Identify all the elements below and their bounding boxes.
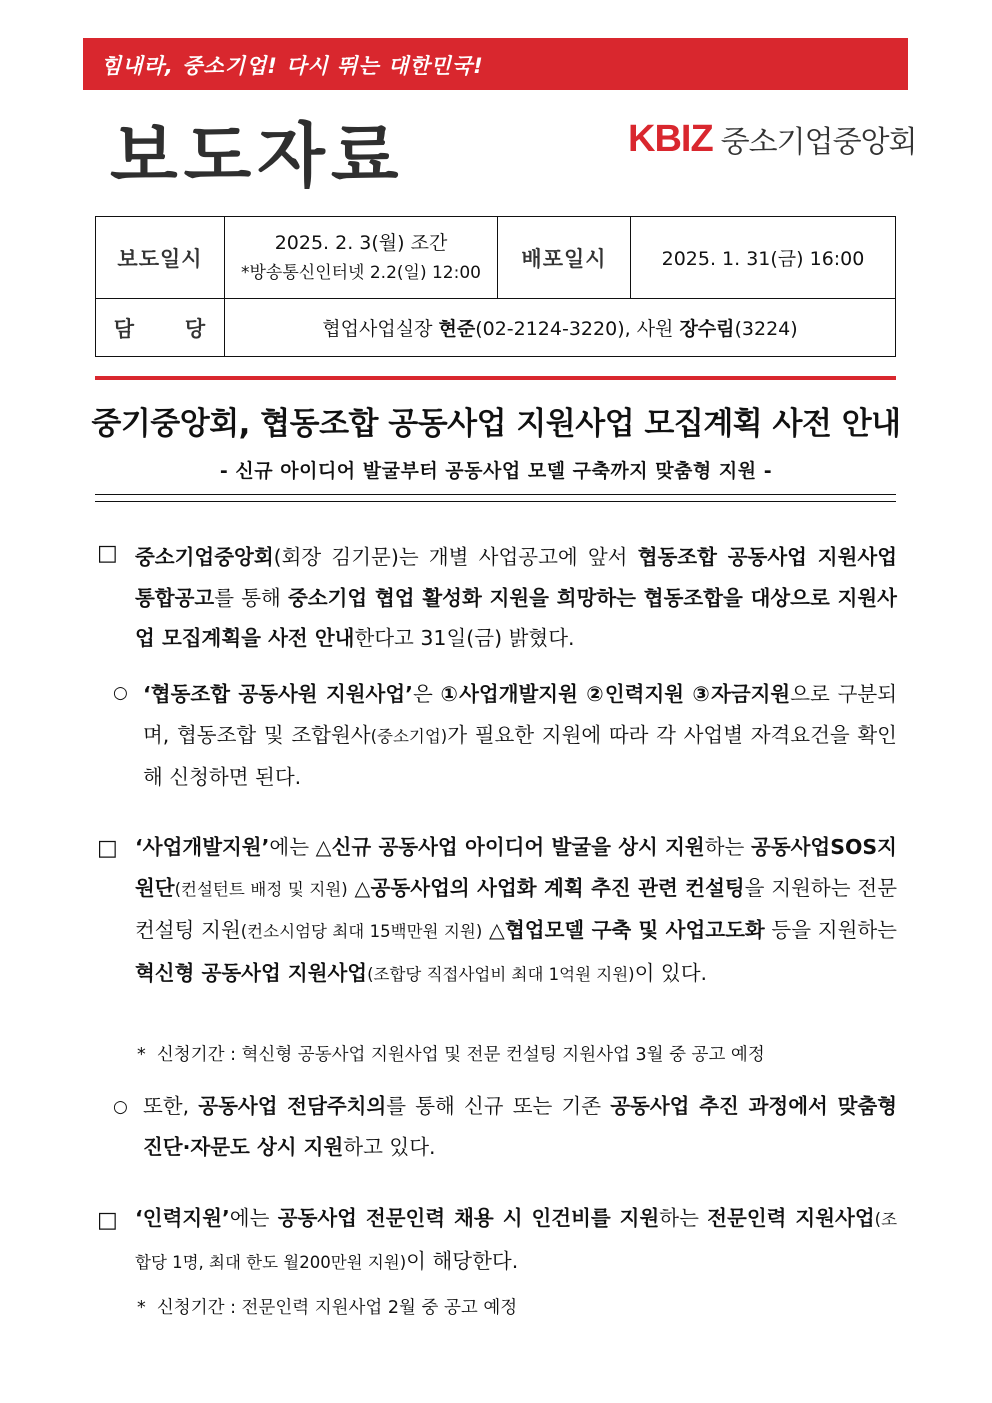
note-star: *: [137, 1045, 146, 1065]
square-bullet: □: [97, 836, 118, 861]
p3-text-c: 이 해당한다.: [406, 1248, 519, 1273]
p2-bold-b: 신규 공동사업 아이디어 발굴을 상시 지원: [331, 835, 705, 859]
p2-bold-d: 공동사업의 사업화 계획 추진 관련 컨설팅: [370, 875, 745, 900]
contact-mid: (02-2124-3220), 사원: [475, 318, 680, 340]
note-text-2: 신청기간 : 전문인력 지원사업 2월 중 공고 예정: [156, 1298, 518, 1318]
p1b-bold-a: ‘협동조합 공동사원 지원사업’: [143, 682, 413, 706]
p3-small: (조합당 1명, 최대 한도 월200만원 지원): [135, 1210, 898, 1272]
p2b-text-b: 를 통해 신규 또는 기존: [386, 1094, 611, 1118]
p2-text-g: 이 있다.: [634, 960, 708, 985]
distribute-label-cell: [498, 217, 631, 299]
contact-name-2: 장수림: [679, 318, 735, 340]
p2-text-e: △: [482, 918, 505, 942]
banner-slogan: 힘내라, 중소기업! 다시 뛰는 대한민국!: [101, 54, 484, 78]
logo-brand: KBIZ: [628, 117, 713, 160]
paragraph-3: [135, 1198, 897, 1283]
p2-small-a: (컨설턴트 배정 및 지원): [174, 879, 348, 899]
p1b-bold-b: ①사업개발지원 ②인력지원 ③자금지원: [440, 682, 791, 706]
circle-bullet: ○: [113, 1097, 128, 1117]
distribute-date: 2025. 1. 31(금) 16:00: [661, 248, 865, 270]
contact-label: 담 당: [113, 316, 207, 341]
paragraph-2: [135, 827, 897, 995]
logo-org-name: 중소기업중앙회: [720, 125, 917, 160]
distribute-date-cell: [631, 217, 896, 299]
p2-bold-c: 공동사업SOS지원단: [135, 835, 897, 900]
double-rule-bottom: [95, 501, 896, 502]
p3-bold-a: ‘인력지원’: [135, 1206, 230, 1230]
note-application-period-1: [137, 1041, 765, 1066]
p2-text-d: 을 지원하는 전문 컨설팅 지원: [135, 875, 897, 942]
p1-text-b: 를 통해: [214, 585, 288, 610]
release-date-cell: [225, 217, 498, 299]
doc-title: 보도자료: [110, 115, 405, 197]
contact-cell: [225, 299, 896, 357]
p2-small-b: (컨소시엄당 최대 15백만원 지원): [240, 922, 483, 941]
release-label: 보도일시: [117, 246, 203, 271]
p2b-bold-a: 공동사업 전담주치의: [198, 1094, 387, 1118]
p2-text-f: 등을 지원하는: [764, 918, 897, 942]
org-logo: [628, 116, 917, 162]
square-bullet: □: [97, 1208, 118, 1233]
p2-bold-f: 혁신형 공동사업 지원사업: [135, 960, 368, 985]
paragraph-2b: [143, 1086, 897, 1167]
contact-name-1: 현준: [438, 318, 476, 340]
p1-text-a: (회장 김기문)는 개별 사업공고에 앞서: [273, 545, 638, 569]
red-divider: [95, 376, 896, 380]
square-bullet: □: [97, 541, 118, 566]
release-label-cell: [96, 217, 225, 299]
p3-bold-b: 공동사업 전문인력 채용 시 인건비를 지원: [277, 1206, 660, 1230]
note-text-1: 신청기간 : 혁신형 공동사업 지원사업 및 전문 컨설팅 지원사업 3월 중 공고 예정: [156, 1045, 765, 1065]
p2-small-c: (조합당 직접사업비 최대 1억원 지원): [367, 964, 635, 984]
p1b-text-a: 은: [412, 682, 441, 706]
headline: 중기중앙회, 협동조합 공동사업 지원사업 모집계획 사전 안내: [91, 406, 901, 442]
p2-bold-a: ‘사업개발지원’: [135, 835, 270, 859]
release-note: *방송통신인터넷 2.2(일) 12:00: [241, 262, 481, 283]
contact-suffix: (3224): [734, 318, 798, 340]
p2b-text-a: 또한,: [143, 1094, 199, 1118]
p1b-text-b: 으로 구분되며, 협동조합 및 조합원사: [143, 682, 897, 747]
contact-label-cell: [96, 299, 225, 357]
p1-bold-a: 협동조합 공동사업 지원사업 통합공고: [135, 545, 897, 610]
p3-text-b: 하는: [659, 1206, 708, 1230]
p1b-small: (중소기업): [370, 726, 448, 746]
p1b-text-c: 가 필요한 지원에 따라 각 사업별 자격요건을 확인해 신청하면 된다.: [143, 722, 897, 789]
p2-text-a: 에는 △: [269, 835, 332, 859]
distribute-label: 배포일시: [521, 246, 607, 271]
p2-text-b: 하는: [704, 835, 752, 859]
p2-bold-e: 협업모델 구축 및 사업고도화: [505, 918, 765, 942]
p3-text-a: 에는: [229, 1206, 278, 1230]
note-star: *: [137, 1298, 146, 1318]
p2b-bold-b: 공동사업 추진 과정에서 맞춤형 진단·자문도 상시 지원: [143, 1094, 897, 1159]
contact-prefix: 협업사업실장: [322, 318, 439, 340]
p1-text-c: 한다고 31일(금) 밝혔다.: [354, 626, 575, 650]
p3-bold-c: 전문인력 지원사업: [707, 1206, 875, 1230]
circle-bullet: ○: [113, 683, 128, 703]
paragraph-1b: [143, 674, 897, 798]
release-date: 2025. 2. 3(월) 조간: [274, 231, 448, 254]
p2b-text-c: 하고 있다.: [343, 1134, 436, 1159]
p2-text-c: △: [347, 875, 371, 900]
paragraph-1: [135, 537, 897, 659]
top-banner: [83, 38, 908, 90]
double-rule-top: [95, 494, 896, 495]
p1-bold-b: 중소기업 협업 활성화 지원을 희망하는 협동조합을 대상으로 지원사업 모집계획을 사전 안내: [135, 585, 897, 650]
release-info-table: [95, 216, 896, 357]
note-application-period-2: [137, 1294, 517, 1319]
p1-org: 중소기업중앙회: [135, 545, 274, 569]
subheadline: - 신규 아이디어 발굴부터 공동사업 모델 구축까지 맞춤형 지원 -: [219, 460, 773, 482]
